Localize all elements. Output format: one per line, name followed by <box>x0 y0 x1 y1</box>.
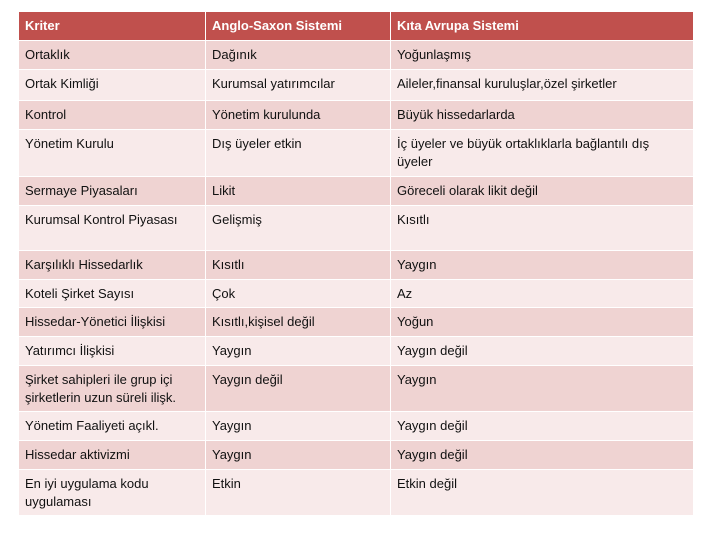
header-anglo-saxon: Anglo-Saxon Sistemi <box>206 12 391 41</box>
table-row <box>19 101 694 130</box>
cell-anglo-saxon: Yönetim kurulunda <box>206 101 391 130</box>
cell-criterion: Hissedar aktivizmi <box>19 441 206 470</box>
cell-anglo-saxon: Çok <box>206 280 391 308</box>
comparison-table <box>18 11 694 516</box>
table-row <box>19 470 694 516</box>
cell-anglo-saxon: Dış üyeler etkin <box>206 130 391 177</box>
cell-continental-europe: Yaygın değil <box>391 412 694 441</box>
cell-continental-europe: Aileler,finansal kuruluşlar,özel şirketler <box>391 70 694 101</box>
table-header-row <box>19 12 694 41</box>
cell-anglo-saxon: Kurumsal yatırımcılar <box>206 70 391 101</box>
cell-anglo-saxon: Yaygın değil <box>206 366 391 412</box>
cell-criterion: Şirket sahipleri ile grup içi şirketlerin uzun süreli ilişk. <box>19 366 206 412</box>
header-criterion: Kriter <box>19 12 206 41</box>
cell-continental-europe: Yaygın <box>391 366 694 412</box>
cell-continental-europe: İç üyeler ve büyük ortaklıklarla bağlantılı dış üyeler <box>391 130 694 177</box>
cell-continental-europe: Etkin değil <box>391 470 694 516</box>
cell-anglo-saxon: Kısıtlı <box>206 251 391 280</box>
cell-criterion: Yatırımcı İlişkisi <box>19 337 206 366</box>
cell-criterion: Sermaye Piyasaları <box>19 177 206 206</box>
cell-anglo-saxon: Etkin <box>206 470 391 516</box>
cell-criterion: Hissedar-Yönetici İlişkisi <box>19 308 206 337</box>
table-row <box>19 337 694 366</box>
table-row <box>19 177 694 206</box>
table-row <box>19 308 694 337</box>
cell-continental-europe: Yoğunlaşmış <box>391 41 694 70</box>
table-row <box>19 412 694 441</box>
table-row <box>19 251 694 280</box>
cell-anglo-saxon: Gelişmiş <box>206 206 391 251</box>
cell-criterion: En iyi uygulama kodu uygulaması <box>19 470 206 516</box>
cell-anglo-saxon: Dağınık <box>206 41 391 70</box>
cell-anglo-saxon: Likit <box>206 177 391 206</box>
cell-criterion: Kurumsal Kontrol Piyasası <box>19 206 206 251</box>
cell-continental-europe: Yaygın değil <box>391 337 694 366</box>
table-row <box>19 130 694 177</box>
cell-anglo-saxon: Yaygın <box>206 412 391 441</box>
cell-anglo-saxon: Yaygın <box>206 337 391 366</box>
table-row <box>19 41 694 70</box>
cell-criterion: Kontrol <box>19 101 206 130</box>
cell-criterion: Koteli Şirket Sayısı <box>19 280 206 308</box>
header-continental-europe: Kıta Avrupa Sistemi <box>391 12 694 41</box>
table-row <box>19 441 694 470</box>
cell-continental-europe: Yaygın <box>391 251 694 280</box>
table-row <box>19 70 694 101</box>
cell-continental-europe: Göreceli olarak likit değil <box>391 177 694 206</box>
cell-anglo-saxon: Kısıtlı,kişisel değil <box>206 308 391 337</box>
cell-criterion: Ortak Kimliği <box>19 70 206 101</box>
cell-criterion: Karşılıklı Hissedarlık <box>19 251 206 280</box>
table-row <box>19 206 694 251</box>
cell-anglo-saxon: Yaygın <box>206 441 391 470</box>
comparison-table-container <box>18 11 693 516</box>
table-row <box>19 366 694 412</box>
cell-continental-europe: Kısıtlı <box>391 206 694 251</box>
cell-continental-europe: Yoğun <box>391 308 694 337</box>
table-row <box>19 280 694 308</box>
cell-criterion: Yönetim Kurulu <box>19 130 206 177</box>
cell-criterion: Yönetim Faaliyeti açıkl. <box>19 412 206 441</box>
cell-criterion: Ortaklık <box>19 41 206 70</box>
cell-continental-europe: Az <box>391 280 694 308</box>
cell-continental-europe: Yaygın değil <box>391 441 694 470</box>
cell-continental-europe: Büyük hissedarlarda <box>391 101 694 130</box>
